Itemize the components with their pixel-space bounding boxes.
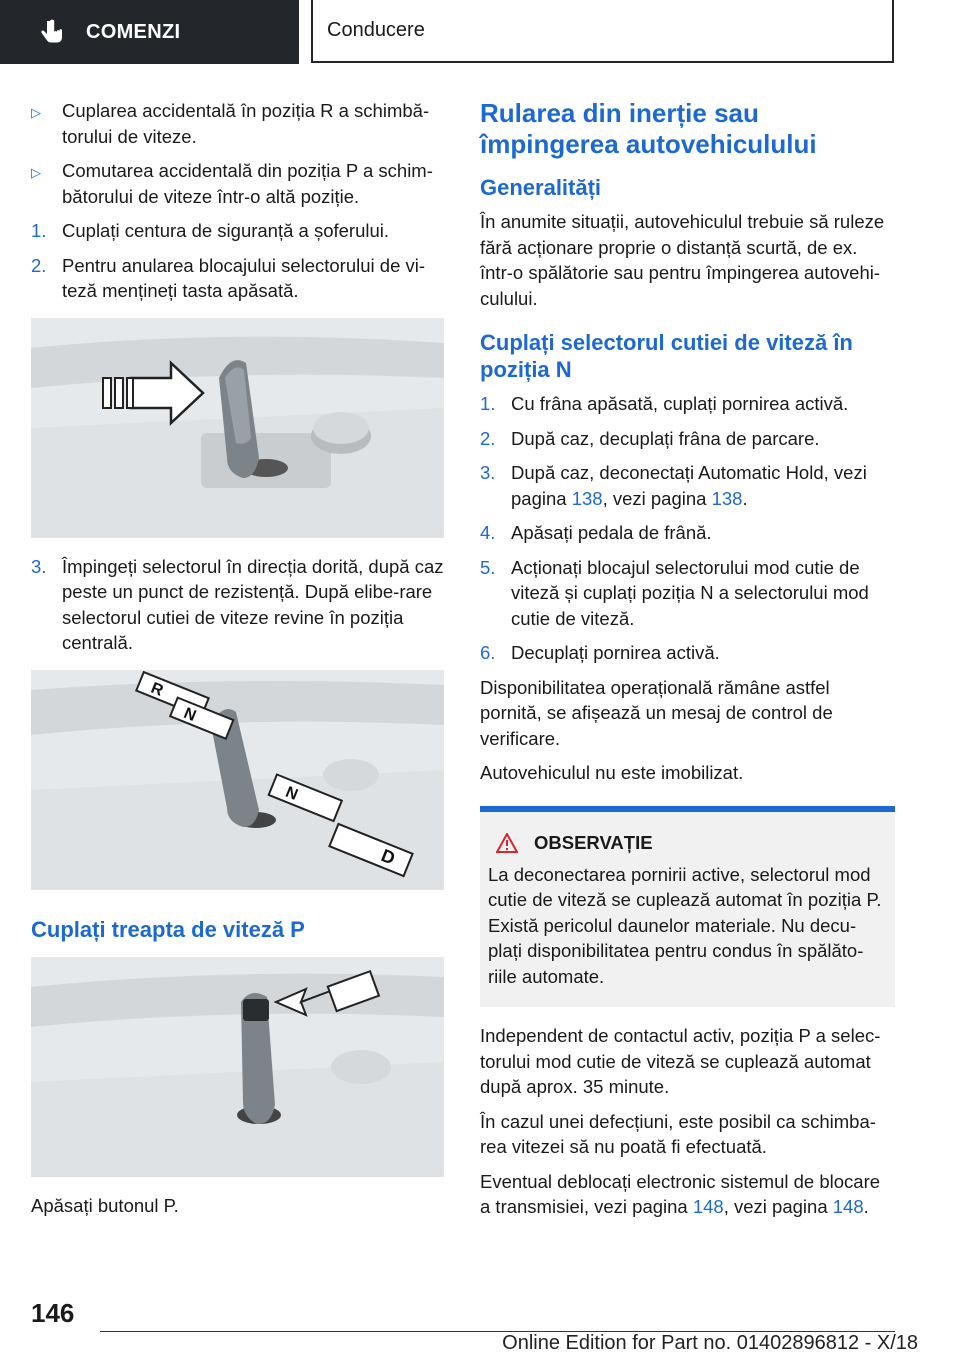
page-link[interactable]: 148 [692, 1196, 724, 1217]
step-item: 1. Cuplați centura de siguranță a șoferului. [31, 220, 390, 241]
page-number: 146 [31, 1298, 75, 1328]
step-item: 3. După caz, deconectați Automatic Hold, vezi pagina 138, vezi pagina 138. [480, 462, 867, 509]
chapter-tab-label: COMENZI [86, 20, 181, 43]
heading-engage-n: Cuplați selectorul cutiei de viteză în poziția N [480, 330, 853, 382]
left-column [31, 98, 444, 1227]
warning-text: La deconectarea pornirii active, selectorul mod cutie de viteză se cuplează automat în poziția P. Există pericolul daunelor materiale. Nu decu‐plați disponibilitatea pentru condus în spălăto‐riile automate. [488, 863, 882, 987]
step-item: 3. Împingeți selectorul în direcția dorită, după caz peste un punct de rezistență. După elibe‐rare selectorul cutiei de viteze revine în poziția centrală. [31, 555, 444, 653]
step6-note: Disponibilitatea operațională rămâne astfel pornită, se afișează un mesaj de control de verificare. [480, 676, 833, 749]
warning-box [480, 806, 895, 1008]
heading-general: Generalități [480, 175, 602, 200]
gear-selector-figure-2 [31, 670, 444, 890]
step-item: 5. Acționați blocajul selectorului mod cutie de viteză și cuplați poziția N a selectorului mod cutie de viteză. [480, 556, 869, 629]
step-item: 4. Apăsați pedala de frână. [480, 522, 712, 543]
general-text: În anumite situații, autovehiculul trebuie să ruleze fără acționare proprie o distanță scurtă, de ex. într-o spălătorie sau pentru împingerea autovehi‐culului. [480, 211, 885, 309]
paragraph: Independent de contactul activ, poziția P a selec‐torului mod cutie de viteză se cuplează automat după aprox. 35 minute. [480, 1025, 881, 1097]
bullet-item: ▷ Comutarea accidentală din poziția P a schim‐bătorului de viteze într-o altă poziție. [31, 158, 444, 209]
step-item: 6. Decuplați pornirea activă. [480, 642, 720, 663]
triangle-bullet-icon: ▷ [31, 105, 41, 120]
step-item: 1. Cu frâna apăsată, cuplați pornirea activă. [480, 393, 849, 414]
warning-title: OBSERVAȚIE [534, 831, 653, 853]
gear-selector-figure-1 [31, 318, 444, 538]
warning-triangle-icon [496, 833, 518, 853]
page-link[interactable]: 138 [571, 487, 603, 509]
gear-selector-figure-3 [31, 957, 444, 1177]
chapter-tab[interactable] [0, 0, 299, 64]
shift-label-d: D [378, 844, 398, 869]
heading-engage-p: Cuplați treapta de viteză P [31, 916, 305, 942]
bullet-item: ▷ Cuplarea accidentală în poziția R a schimbă‐torului de viteze. [31, 98, 444, 149]
right-column [480, 98, 895, 1229]
heading-coasting: Rularea din inerție sau împingerea autovehiculului [480, 98, 817, 159]
paragraph: În cazul unei defecțiuni, este posibil ca schimba‐rea vitezei să nu poată fi efectuată. [480, 1110, 876, 1157]
shift-label-n: N [282, 783, 301, 804]
press-p-text: Apăsați butonul P. [31, 1194, 179, 1216]
triangle-bullet-icon: ▷ [31, 165, 41, 180]
page-link[interactable]: 138 [711, 487, 743, 509]
hand-icon [38, 18, 66, 46]
footer-edition: Online Edition for Part no. 01402896812 - X/18 [502, 1332, 918, 1354]
paragraph: Eventual deblocați electronic sistemul de blocare a transmisiei, vezi pagina 148, vezi pagina 148. [480, 1170, 881, 1217]
step-item: 2. Pentru anularea blocajului selectorului de vi‐teză mențineți tasta apăsată. [31, 254, 426, 301]
shift-label-n: N [181, 704, 199, 725]
section-tab[interactable] [311, 0, 894, 63]
page-link[interactable]: 148 [832, 1196, 864, 1217]
shift-label-r: R [148, 679, 166, 700]
section-tab-label: Conducere [327, 19, 425, 41]
step6-note: Autovehiculul nu este imobilizat. [480, 762, 744, 783]
step-item: 2. După caz, decuplați frâna de parcare. [480, 427, 820, 449]
